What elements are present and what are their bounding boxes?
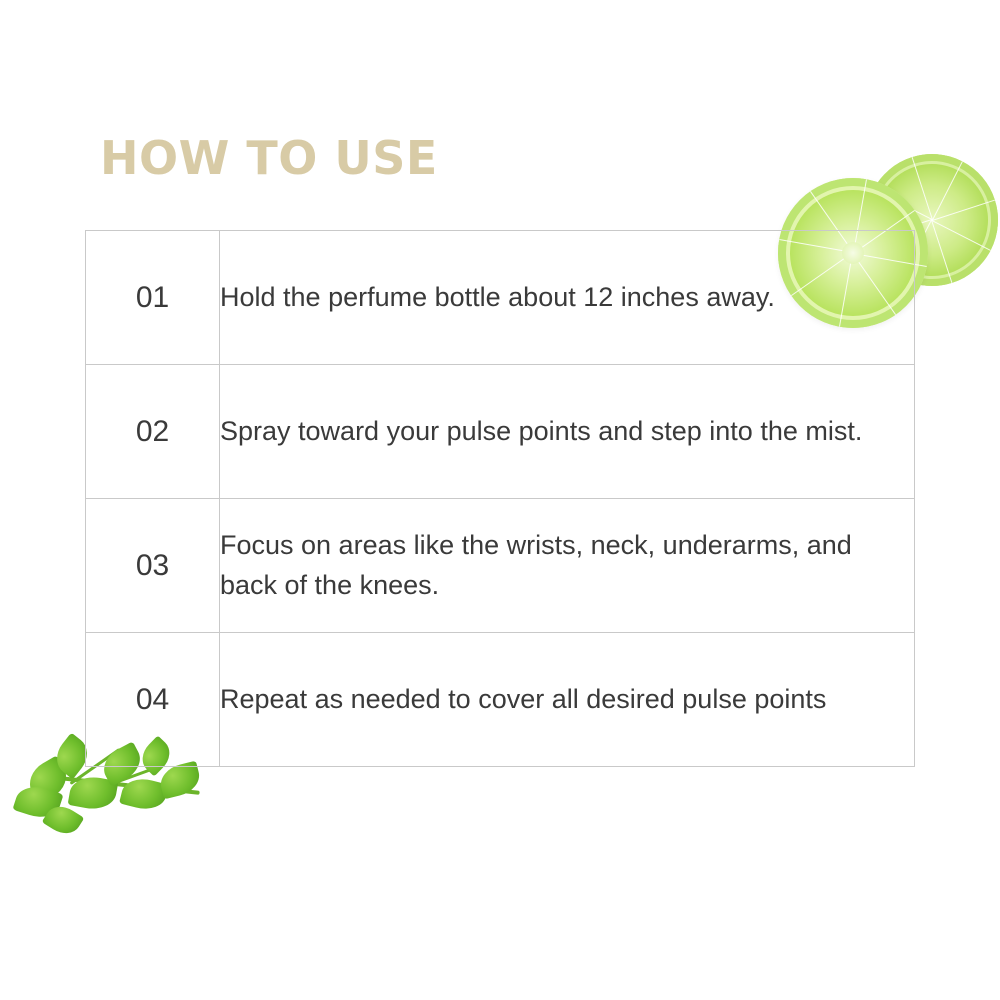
table-row: [86, 365, 915, 499]
how-to-use-steps-table: [85, 230, 915, 767]
table-row: [86, 231, 915, 365]
step-number: 01: [86, 231, 220, 365]
table-row: [86, 633, 915, 767]
step-number: 04: [86, 633, 220, 767]
step-description: Repeat as needed to cover all desired pulse points: [220, 633, 915, 767]
step-description: Spray toward your pulse points and step into the mist.: [220, 365, 915, 499]
step-description: Hold the perfume bottle about 12 inches away.: [220, 231, 915, 365]
table-row: [86, 499, 915, 633]
step-number: 02: [86, 365, 220, 499]
step-number: 03: [86, 499, 220, 633]
step-description: Focus on areas like the wrists, neck, underarms, and back of the knees.: [220, 499, 915, 633]
page-title: HOW TO USE: [100, 130, 438, 185]
